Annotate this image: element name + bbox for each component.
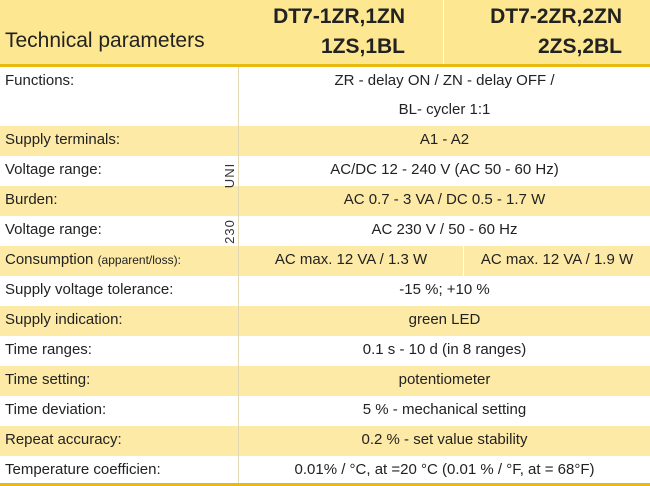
table-row (0, 216, 650, 246)
row-label: Burden: (5, 191, 58, 208)
table-row (0, 246, 650, 276)
table-row (0, 336, 650, 366)
model-column-1-line1: DT7-1ZR,1ZN (273, 5, 405, 28)
table-row (0, 156, 650, 189)
row-label: Functions: (5, 72, 75, 89)
row-value: 0.1 s - 10 d (in 8 ranges) (362, 341, 527, 358)
row-value: 5 % - mechanical setting (362, 401, 527, 418)
table-title: Technical parameters (5, 29, 205, 52)
row-label: Supply indication: (5, 311, 123, 328)
row-value-left: AC max. 12 VA / 1.3 W (274, 251, 428, 268)
table-row (0, 67, 650, 126)
row-label-note: (apparent/loss): (97, 253, 181, 267)
row-value-right: AC max. 12 VA / 1.9 W (480, 251, 634, 268)
row-label-main: Consumption (5, 251, 94, 268)
row-value: A1 - A2 (419, 131, 470, 148)
row-label: Voltage range: (5, 221, 102, 238)
table-row (0, 396, 650, 426)
model-column-1-line2: 1ZS,1BL (320, 35, 405, 58)
model-column-2-line1: DT7-2ZR,2ZN (490, 5, 622, 28)
row-value-line2: BL- cycler 1:1 (398, 101, 491, 118)
label-column-separator (238, 67, 239, 486)
row-value: potentiometer (398, 371, 491, 388)
row-label: Supply terminals: (5, 131, 121, 148)
row-label (5, 251, 181, 268)
table-row (0, 366, 650, 396)
row-value: 0.01% / °C, at =20 °C (0.01 % / °F, at = 68°F) (294, 461, 595, 478)
table-row (0, 186, 650, 216)
side-label-uni: UNI (222, 162, 238, 189)
table-row (0, 126, 650, 156)
model-column-2-header (422, 2, 622, 62)
row-value: AC/DC 12 - 240 V (AC 50 - 60 Hz) (330, 161, 559, 178)
table-row (0, 276, 650, 306)
row-value: AC 0.7 - 3 VA / DC 0.5 - 1.7 W (343, 191, 546, 208)
row-value: green LED (408, 311, 481, 328)
row-value: 0.2 % - set value stability (361, 431, 528, 448)
row-value: AC 230 V / 50 - 60 Hz (371, 221, 518, 238)
table-row (0, 456, 650, 486)
row-value: ZR - delay ON / ZN - delay OFF / (334, 72, 555, 89)
table-header (0, 0, 650, 64)
row-label: Temperature coefficien: (5, 461, 161, 478)
row-value: -15 %; +10 % (399, 281, 490, 298)
row-label: Voltage range: (5, 161, 102, 178)
row-label: Time ranges: (5, 341, 92, 358)
table-row (0, 426, 650, 456)
table-row (0, 306, 650, 336)
row-label: Supply voltage tolerance: (5, 281, 174, 298)
side-label-230: 230 (221, 219, 237, 244)
model-column-2-line2: 2ZS,2BL (537, 35, 622, 58)
row-label: Time deviation: (5, 401, 107, 418)
row-label: Time setting: (5, 371, 91, 388)
model-column-1-header (185, 2, 405, 62)
row-label: Repeat accuracy: (5, 431, 122, 448)
